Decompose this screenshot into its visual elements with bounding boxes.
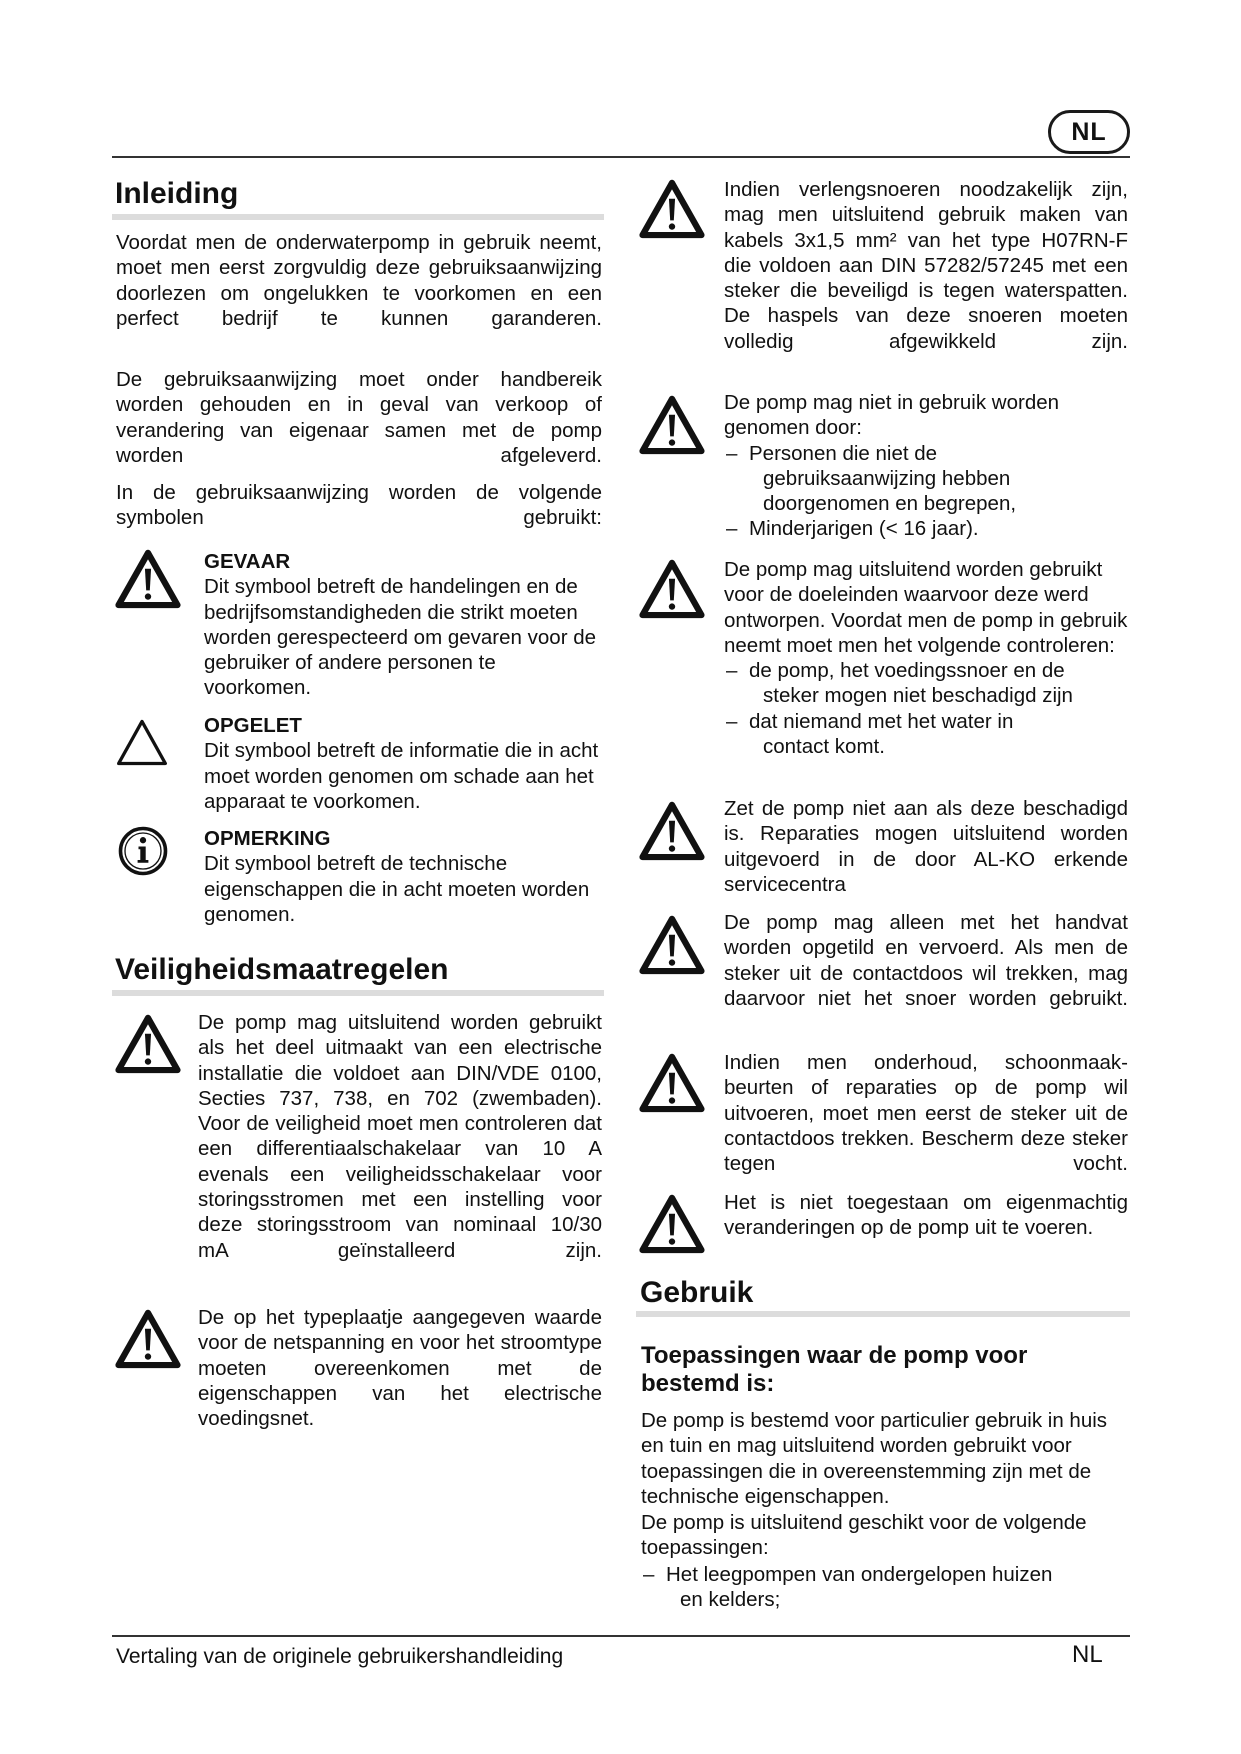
list-item-text: contact komt.	[763, 735, 885, 759]
safety-item: De op het typeplaatje aangegeven waarde voor de netspanning en voor het stroomtype moeten overeenkomen met de eigenschappen van het electrische voedingsnet.	[198, 1306, 602, 1431]
language-badge: NL	[1048, 110, 1130, 154]
intro-paragraph: In de gebruiksaanwijzing worden de volgende symbolen gebruikt:	[116, 481, 602, 530]
list-item-text: dat niemand met het water in	[749, 709, 1014, 733]
warning-icon	[638, 178, 706, 240]
warning-icon	[638, 1052, 706, 1114]
warning-item: De pomp mag alleen met het handvat worden opgetild en vervoerd. Als men de steker uit de contactdoos wil trekken, mag daarvoor niet het snoer worden gebruikt.	[724, 911, 1128, 1010]
intro-paragraph: De gebruiksaanwijzing moet onder handbereik worden gehouden en in geval van verkoop of verandering van eigenaar samen met de pomp worden afgeleverd.	[116, 368, 602, 467]
safety-item: De pomp mag uitsluitend worden gebruikt als het deel uitmaakt van een electrische installatie die voldoet aan DIN/VDE 0100, Secties 737, 738, en 702 (zwembaden). Voor de veiligheid moet men controleren dat een differentiaalschakelaar van 10 A evenals een veiligheidsschakelaar voor storingsstromen met een instelling voor deze storingsstroom van nominaal 10/30 mA geïnstalleerd zijn.	[198, 1011, 602, 1262]
warning-icon	[114, 548, 182, 610]
list-item-text: Minderjarigen (< 16 jaar).	[749, 517, 979, 541]
info-icon	[116, 824, 170, 878]
list-item	[724, 658, 1128, 709]
symbol-description: Dit symbool betreft de informatie die in acht moet worden genomen om schade aan het apparaat te voorkomen.	[204, 739, 599, 813]
section-underline	[112, 990, 604, 996]
warning-text: De pomp mag niet in gebruik worden genomen door:	[724, 391, 1060, 440]
symbol-opgelet	[204, 713, 600, 814]
usage-paragraph: De pomp is uitsluitend geschikt voor de volgende toepassingen:	[641, 1511, 1087, 1560]
intro-paragraph: Voordat men de onderwaterpomp in gebruik neemt, moet men eerst zorgvuldig deze gebruiksaanwijzing doorlezen om ongelukken te voorkomen en een perfect bedrijf te kunnen garanderen.	[116, 231, 602, 330]
usage-paragraph: De pomp is bestemd voor particulier gebruik in huis en tuin en mag uitsluitend worden gebruikt voor toepassingen die in overeenstemming zijn met de technische eigenschappen.	[641, 1409, 1108, 1508]
list-item	[724, 709, 1128, 760]
symbol-description: Dit symbool betreft de handelingen en de bedrijfsomstandigheden die strikt moeten worden gerespecteerd om gevaren voor de gebruiker of andere personen te voorkomen.	[204, 575, 597, 700]
header-rule	[112, 156, 1130, 158]
warning-icon	[638, 1193, 706, 1255]
list-item	[724, 441, 1128, 517]
list-item-text: Het leegpompen van ondergelopen huizen	[666, 1563, 1053, 1586]
warning-item	[724, 557, 1128, 759]
list-item-text: Personen die niet de	[749, 441, 938, 465]
footer-rule	[112, 1635, 1130, 1637]
warning-icon	[638, 914, 706, 976]
warning-icon	[114, 1308, 182, 1370]
warning-icon	[638, 800, 706, 862]
list-item-text: en kelders;	[680, 1588, 781, 1612]
list-item	[724, 516, 1128, 541]
warning-icon	[114, 1013, 182, 1075]
usage-list	[641, 1562, 1129, 1613]
warning-text: De pomp mag uitsluitend worden gebruikt voor de doeleinden waarvoor deze werd ontworpen. Voordat men de pomp in gebruik neemt moet men het volgende controleren:	[724, 558, 1128, 657]
warning-icon	[638, 558, 706, 620]
list-item-text: steker mogen niet beschadigd zijn	[763, 684, 1073, 708]
symbol-gevaar	[204, 549, 600, 701]
symbol-opmerking	[204, 826, 600, 927]
symbol-title: GEVAAR	[204, 550, 291, 573]
symbol-description: Dit symbool betreft de technische eigenschappen die in acht moeten worden genomen.	[204, 852, 590, 926]
list-item	[641, 1562, 1129, 1613]
section-underline	[636, 1311, 1130, 1317]
section-title-veiligheid: Veiligheidsmaatregelen	[115, 953, 449, 986]
warning-item: Het is niet toegestaan om eigenmachtig veranderingen op de pomp uit te voeren.	[724, 1191, 1128, 1240]
warning-item: Indien men onderhoud, schoonmaak-beurten of reparaties op de pomp wil uitvoeren, moet men eerst de steker uit de contactdoos trekken. Bescherm deze steker tegen vocht.	[724, 1051, 1128, 1176]
footer-page-label: NL	[1072, 1641, 1103, 1668]
section-underline	[112, 214, 604, 220]
caution-icon	[114, 716, 170, 768]
list-item-text: gebruiksaanwijzing hebben doorgenomen en begrepen,	[763, 466, 1017, 516]
list-item-text: de pomp, het voedingssnoer en de	[749, 659, 1065, 683]
section-title-gebruik: Gebruik	[640, 1276, 754, 1309]
footer-text: Vertaling van de originele gebruikershandleiding	[116, 1645, 564, 1668]
section-title-inleiding: Inleiding	[115, 177, 239, 210]
warning-item: Zet de pomp niet aan als deze beschadigd is. Reparaties mogen uitsluitend worden uitgevoerd in de door AL-KO erkende servicecentra	[724, 797, 1128, 896]
symbol-title: OPGELET	[204, 714, 302, 737]
warning-icon	[638, 394, 706, 456]
usage-subtitle: Toepassingen waar de pomp voor bestemd is:	[641, 1342, 1028, 1397]
warning-item: Indien verlengsnoeren noodzakelijk zijn, mag men uitsluitend gebruik maken van kabels 3x1,5 mm² van het type H07RN-F die voldoen aan DIN 57282/57245 met een steker die beveiligd is tegen waterspatten. De haspels van deze snoeren moeten volledig afgewikkeld zijn.	[724, 178, 1128, 353]
symbol-title: OPMERKING	[204, 827, 331, 850]
warning-item	[724, 390, 1128, 542]
